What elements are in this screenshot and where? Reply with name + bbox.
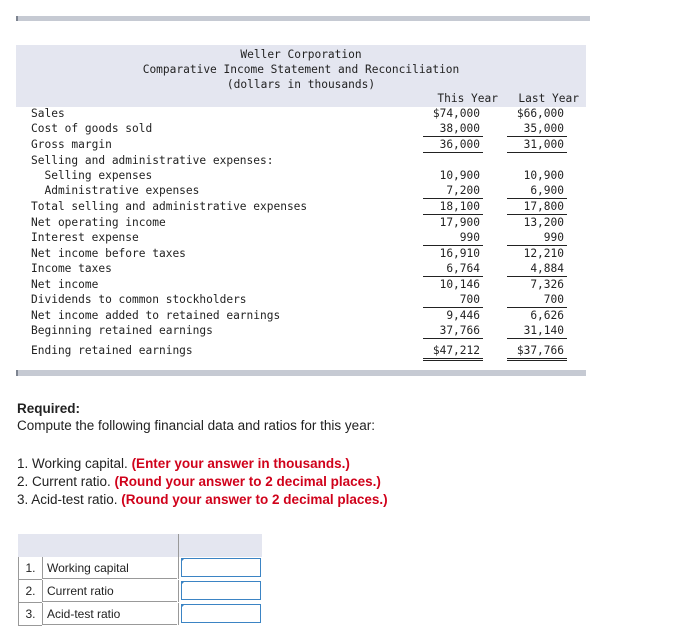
input-marker-icon xyxy=(181,558,185,562)
row-value-last: 4,884 xyxy=(530,262,564,275)
row-label-cogs: Cost of goods sold xyxy=(31,122,153,135)
requirement-text: 2. Current ratio. xyxy=(17,474,115,489)
row-value-last: 35,000 xyxy=(523,122,564,135)
requirement-note: (Round your answer to 2 decimal places.) xyxy=(114,474,381,489)
underline xyxy=(507,338,567,339)
row-value-last: 700 xyxy=(543,293,564,306)
requirement-2 xyxy=(17,474,381,489)
row-value-last: 31,000 xyxy=(523,138,564,151)
row-value-this: 10,146 xyxy=(439,278,480,291)
underline xyxy=(507,198,567,199)
row-label-total-sga: Total selling and administrative expenses xyxy=(31,200,308,213)
row-value-last: 17,800 xyxy=(523,200,564,213)
row-label-administrative: Administrative expenses xyxy=(31,184,200,197)
row-value-last: 7,326 xyxy=(530,278,564,291)
row-value-last: 6,626 xyxy=(530,309,564,322)
row-label-net-income-added: Net income added to retained earnings xyxy=(31,309,281,322)
requirement-text: 1. Working capital. xyxy=(17,456,132,471)
row-value-this: 9,446 xyxy=(446,309,480,322)
requirement-3 xyxy=(17,492,388,507)
input-marker-icon xyxy=(181,604,185,608)
input-marker-icon xyxy=(181,581,185,585)
bottom-divider-marker xyxy=(16,370,18,376)
row-value-this: 10,900 xyxy=(439,169,480,182)
company-name: Weller Corporation xyxy=(240,48,362,61)
requirement-1 xyxy=(17,456,350,471)
row-value-this: $47,212 xyxy=(432,344,480,357)
row-value-this: 700 xyxy=(459,293,480,306)
double-underline xyxy=(507,358,567,359)
row-value-this: 16,910 xyxy=(439,247,480,260)
row-value-last: 12,210 xyxy=(523,247,564,260)
row-label-income-taxes: Income taxes xyxy=(31,262,112,275)
row-value-this: 36,000 xyxy=(439,138,480,151)
underline xyxy=(423,338,483,339)
requirement-note: (Enter your answer in thousands.) xyxy=(131,456,350,471)
row-value-last: $66,000 xyxy=(516,107,564,120)
column-header-this-year: This Year xyxy=(437,92,498,105)
underline xyxy=(423,245,483,246)
double-underline xyxy=(507,360,567,361)
underline xyxy=(507,214,567,215)
statement-units: (dollars in thousands) xyxy=(226,78,376,91)
underline xyxy=(423,307,483,308)
row-label-beginning-retained: Beginning retained earnings xyxy=(31,324,213,337)
row-value-last: 6,900 xyxy=(530,184,564,197)
row-value-this: 7,200 xyxy=(446,184,480,197)
double-underline xyxy=(423,358,483,359)
answer-row-label: Current ratio xyxy=(42,580,177,602)
row-value-last: 990 xyxy=(543,231,564,244)
row-label-net-income: Net income xyxy=(31,278,99,291)
row-label-gross-margin: Gross margin xyxy=(31,138,112,151)
row-value-last: 31,140 xyxy=(523,324,564,337)
row-label-net-income-before-taxes: Net income before taxes xyxy=(31,247,186,260)
row-value-this: 990 xyxy=(459,231,480,244)
underline xyxy=(507,276,567,277)
answer-table-header xyxy=(18,534,262,557)
row-value-this: 17,900 xyxy=(439,216,480,229)
row-value-this: 6,764 xyxy=(446,262,480,275)
row-value-last: 13,200 xyxy=(523,216,564,229)
requirement-note: (Round your answer to 2 decimal places.) xyxy=(121,492,388,507)
underline xyxy=(423,136,483,137)
required-intro: Compute the following financial data and ratios for this year: xyxy=(17,418,375,433)
row-label-dividends: Dividends to common stockholders xyxy=(31,293,247,306)
row-label-selling: Selling expenses xyxy=(31,169,153,182)
underline xyxy=(507,307,567,308)
underline xyxy=(423,198,483,199)
answer-row-label: Acid-test ratio xyxy=(42,603,177,625)
underline xyxy=(423,152,483,153)
top-divider-marker xyxy=(16,16,18,21)
required-heading: Required: xyxy=(17,401,81,416)
row-value-this: 18,100 xyxy=(439,200,480,213)
column-header-last-year: Last Year xyxy=(518,92,579,105)
row-value-this: 38,000 xyxy=(439,122,480,135)
current-ratio-input[interactable] xyxy=(181,581,261,600)
answer-row-number: 2. xyxy=(18,580,42,603)
requirement-text: 3. Acid-test ratio. xyxy=(17,492,122,507)
answer-row-number: 3. xyxy=(18,603,42,626)
answer-row-label: Working capital xyxy=(42,557,177,579)
row-label-sales: Sales xyxy=(31,107,65,120)
row-value-this: $74,000 xyxy=(432,107,480,120)
underline xyxy=(507,245,567,246)
top-divider-bar xyxy=(16,16,590,21)
answer-row-number: 1. xyxy=(18,557,42,580)
working-capital-input[interactable] xyxy=(181,558,261,577)
row-label-sga-heading: Selling and administrative expenses: xyxy=(31,154,274,167)
underline xyxy=(423,276,483,277)
row-label-net-operating-income: Net operating income xyxy=(31,216,166,229)
acid-test-ratio-input[interactable] xyxy=(181,604,261,623)
row-value-last: 10,900 xyxy=(523,169,564,182)
row-value-this: 37,766 xyxy=(439,324,480,337)
row-label-interest-expense: Interest expense xyxy=(31,231,139,244)
statement-title: Comparative Income Statement and Reconciliation xyxy=(142,63,460,76)
underline xyxy=(507,136,567,137)
bottom-divider-bar xyxy=(16,370,586,376)
double-underline xyxy=(423,360,483,361)
underline xyxy=(423,214,483,215)
row-label-ending-retained: Ending retained earnings xyxy=(31,344,193,357)
underline xyxy=(507,152,567,153)
row-value-last: $37,766 xyxy=(516,344,564,357)
